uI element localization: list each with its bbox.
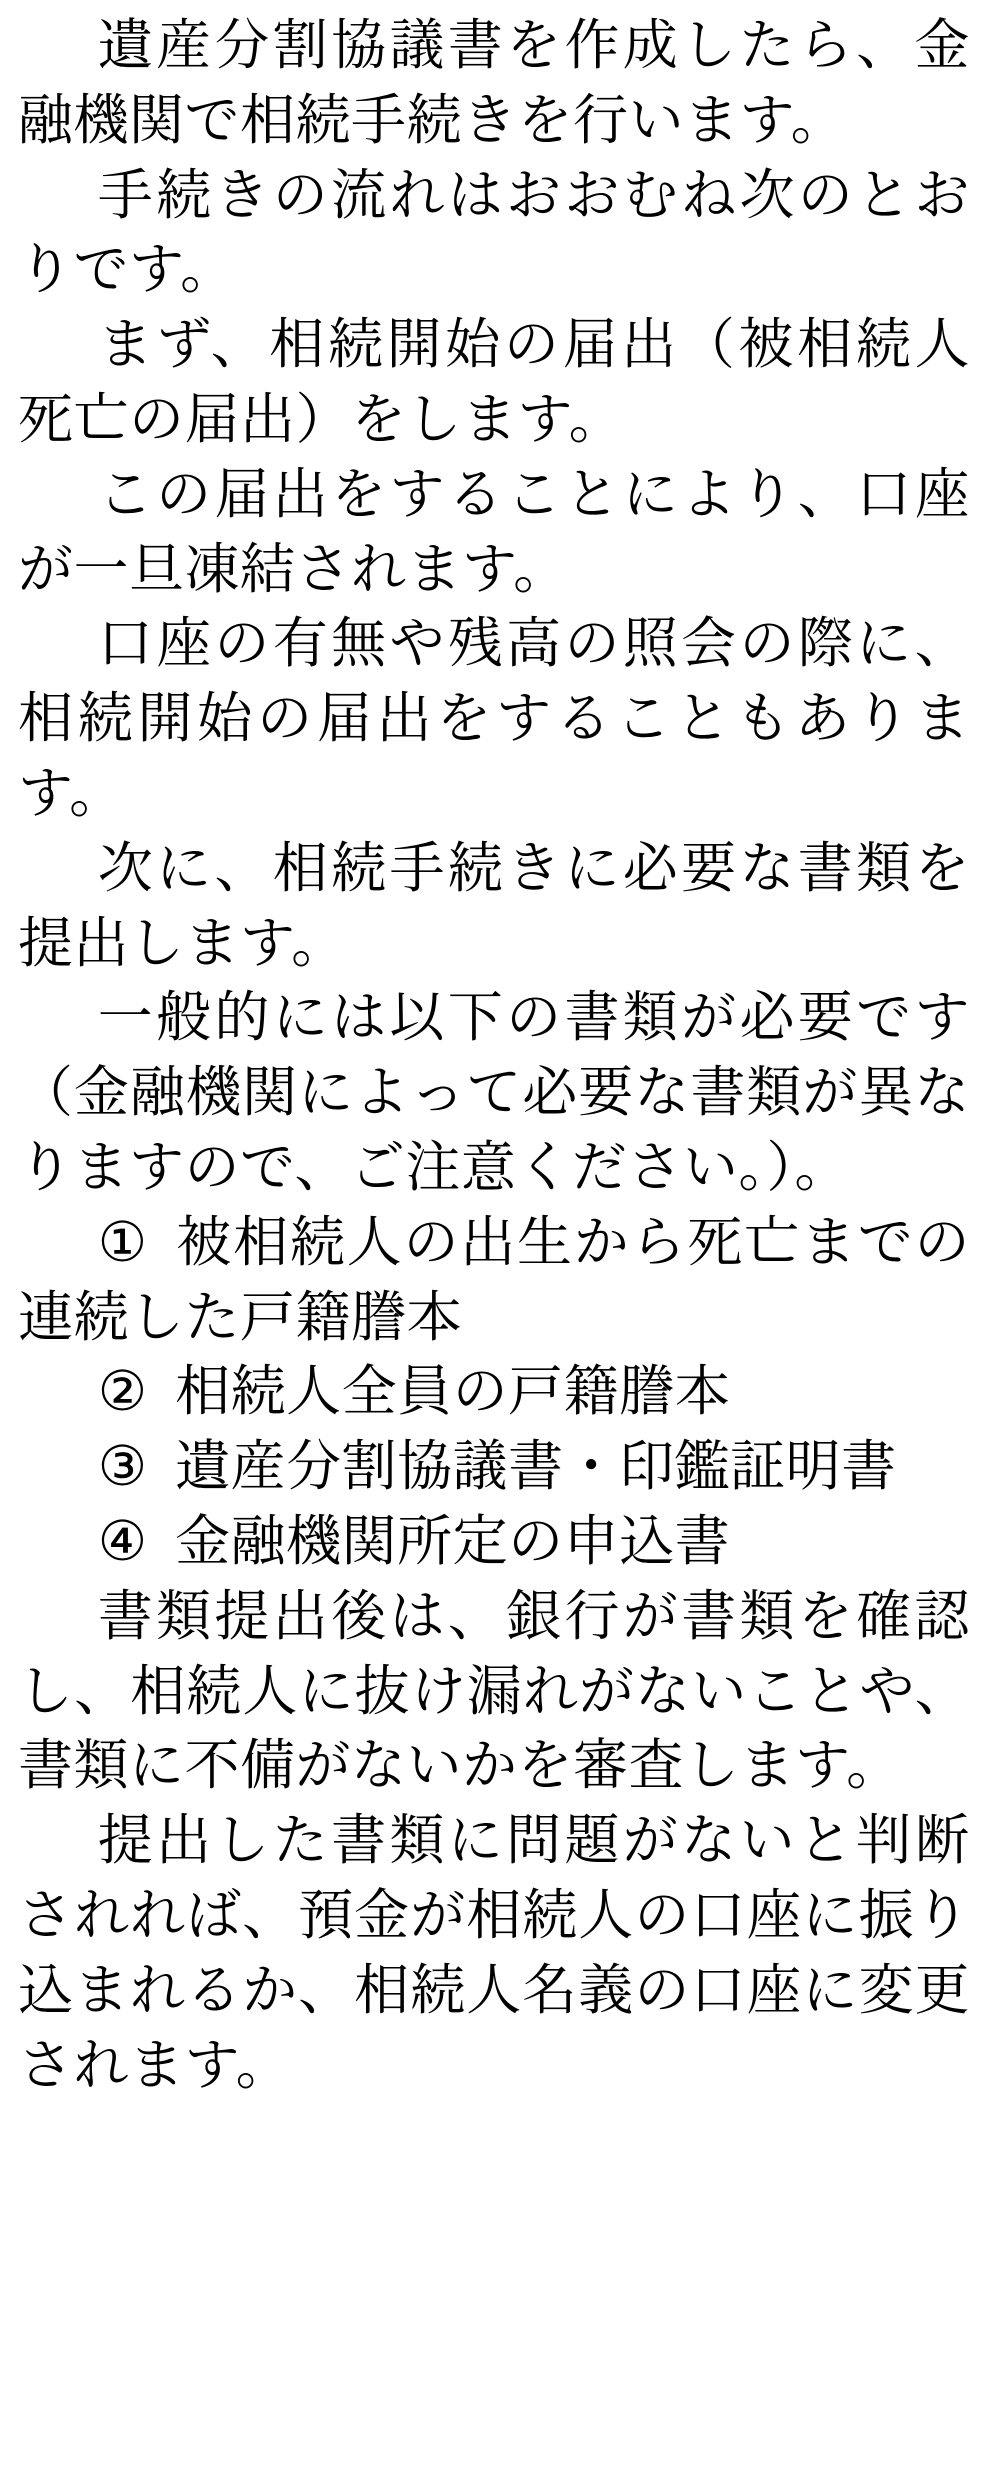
list-text-3: 遺産分割協議書・印鑑証明書 [175, 1435, 897, 1498]
paragraph-7: 一般的には以下の書類が必要です（金融機関によって必要な書類が異なりますので、ご注意ください。）。 [18, 986, 970, 1198]
list-marker-1: ① [97, 1210, 149, 1273]
list-item [18, 1205, 970, 1355]
paragraph-3: まず、相続開始の届出（被相続人死亡の届出）をします。 [18, 313, 970, 450]
list-item [18, 1429, 970, 1504]
list-marker-3: ③ [97, 1435, 148, 1498]
document-body [18, 8, 970, 2102]
list-item [18, 1504, 970, 1579]
list-marker-4: ④ [97, 1509, 148, 1572]
list-text-1: 被相続人の出生から死亡までの連続した戸籍謄本 [18, 1210, 970, 1348]
paragraph-2: 手続きの流れはおおむね次のとおりです。 [18, 163, 970, 301]
list-marker-2: ② [97, 1360, 148, 1423]
paragraph-4: この届出をすることにより、口座が一旦凍結されます。 [18, 462, 970, 600]
list-text-4: 金融機関所定の申込書 [175, 1509, 731, 1572]
paragraph-9: 提出した書類に問題がないと判断されれば、預金が相続人の口座に振り込まれるか、相続人名義の口座に変更されます。 [18, 1809, 970, 2096]
paragraph-6: 次に、相続手続きに必要な書類を提出します。 [18, 836, 970, 974]
paragraph-1: 遺産分割協議書を作成したら、金融機関で相続手続きを行います。 [18, 14, 970, 151]
list-text-2: 相続人全員の戸籍謄本 [175, 1360, 731, 1423]
paragraph-8: 書類提出後は、銀行が書類を確認し、相続人に抜け漏れがないことや、書類に不備がないかを審査します。 [18, 1584, 970, 1797]
list-item [18, 1354, 970, 1429]
paragraph-5: 口座の有無や残高の照会の際に、相続開始の届出をすることもあります。 [18, 612, 970, 824]
